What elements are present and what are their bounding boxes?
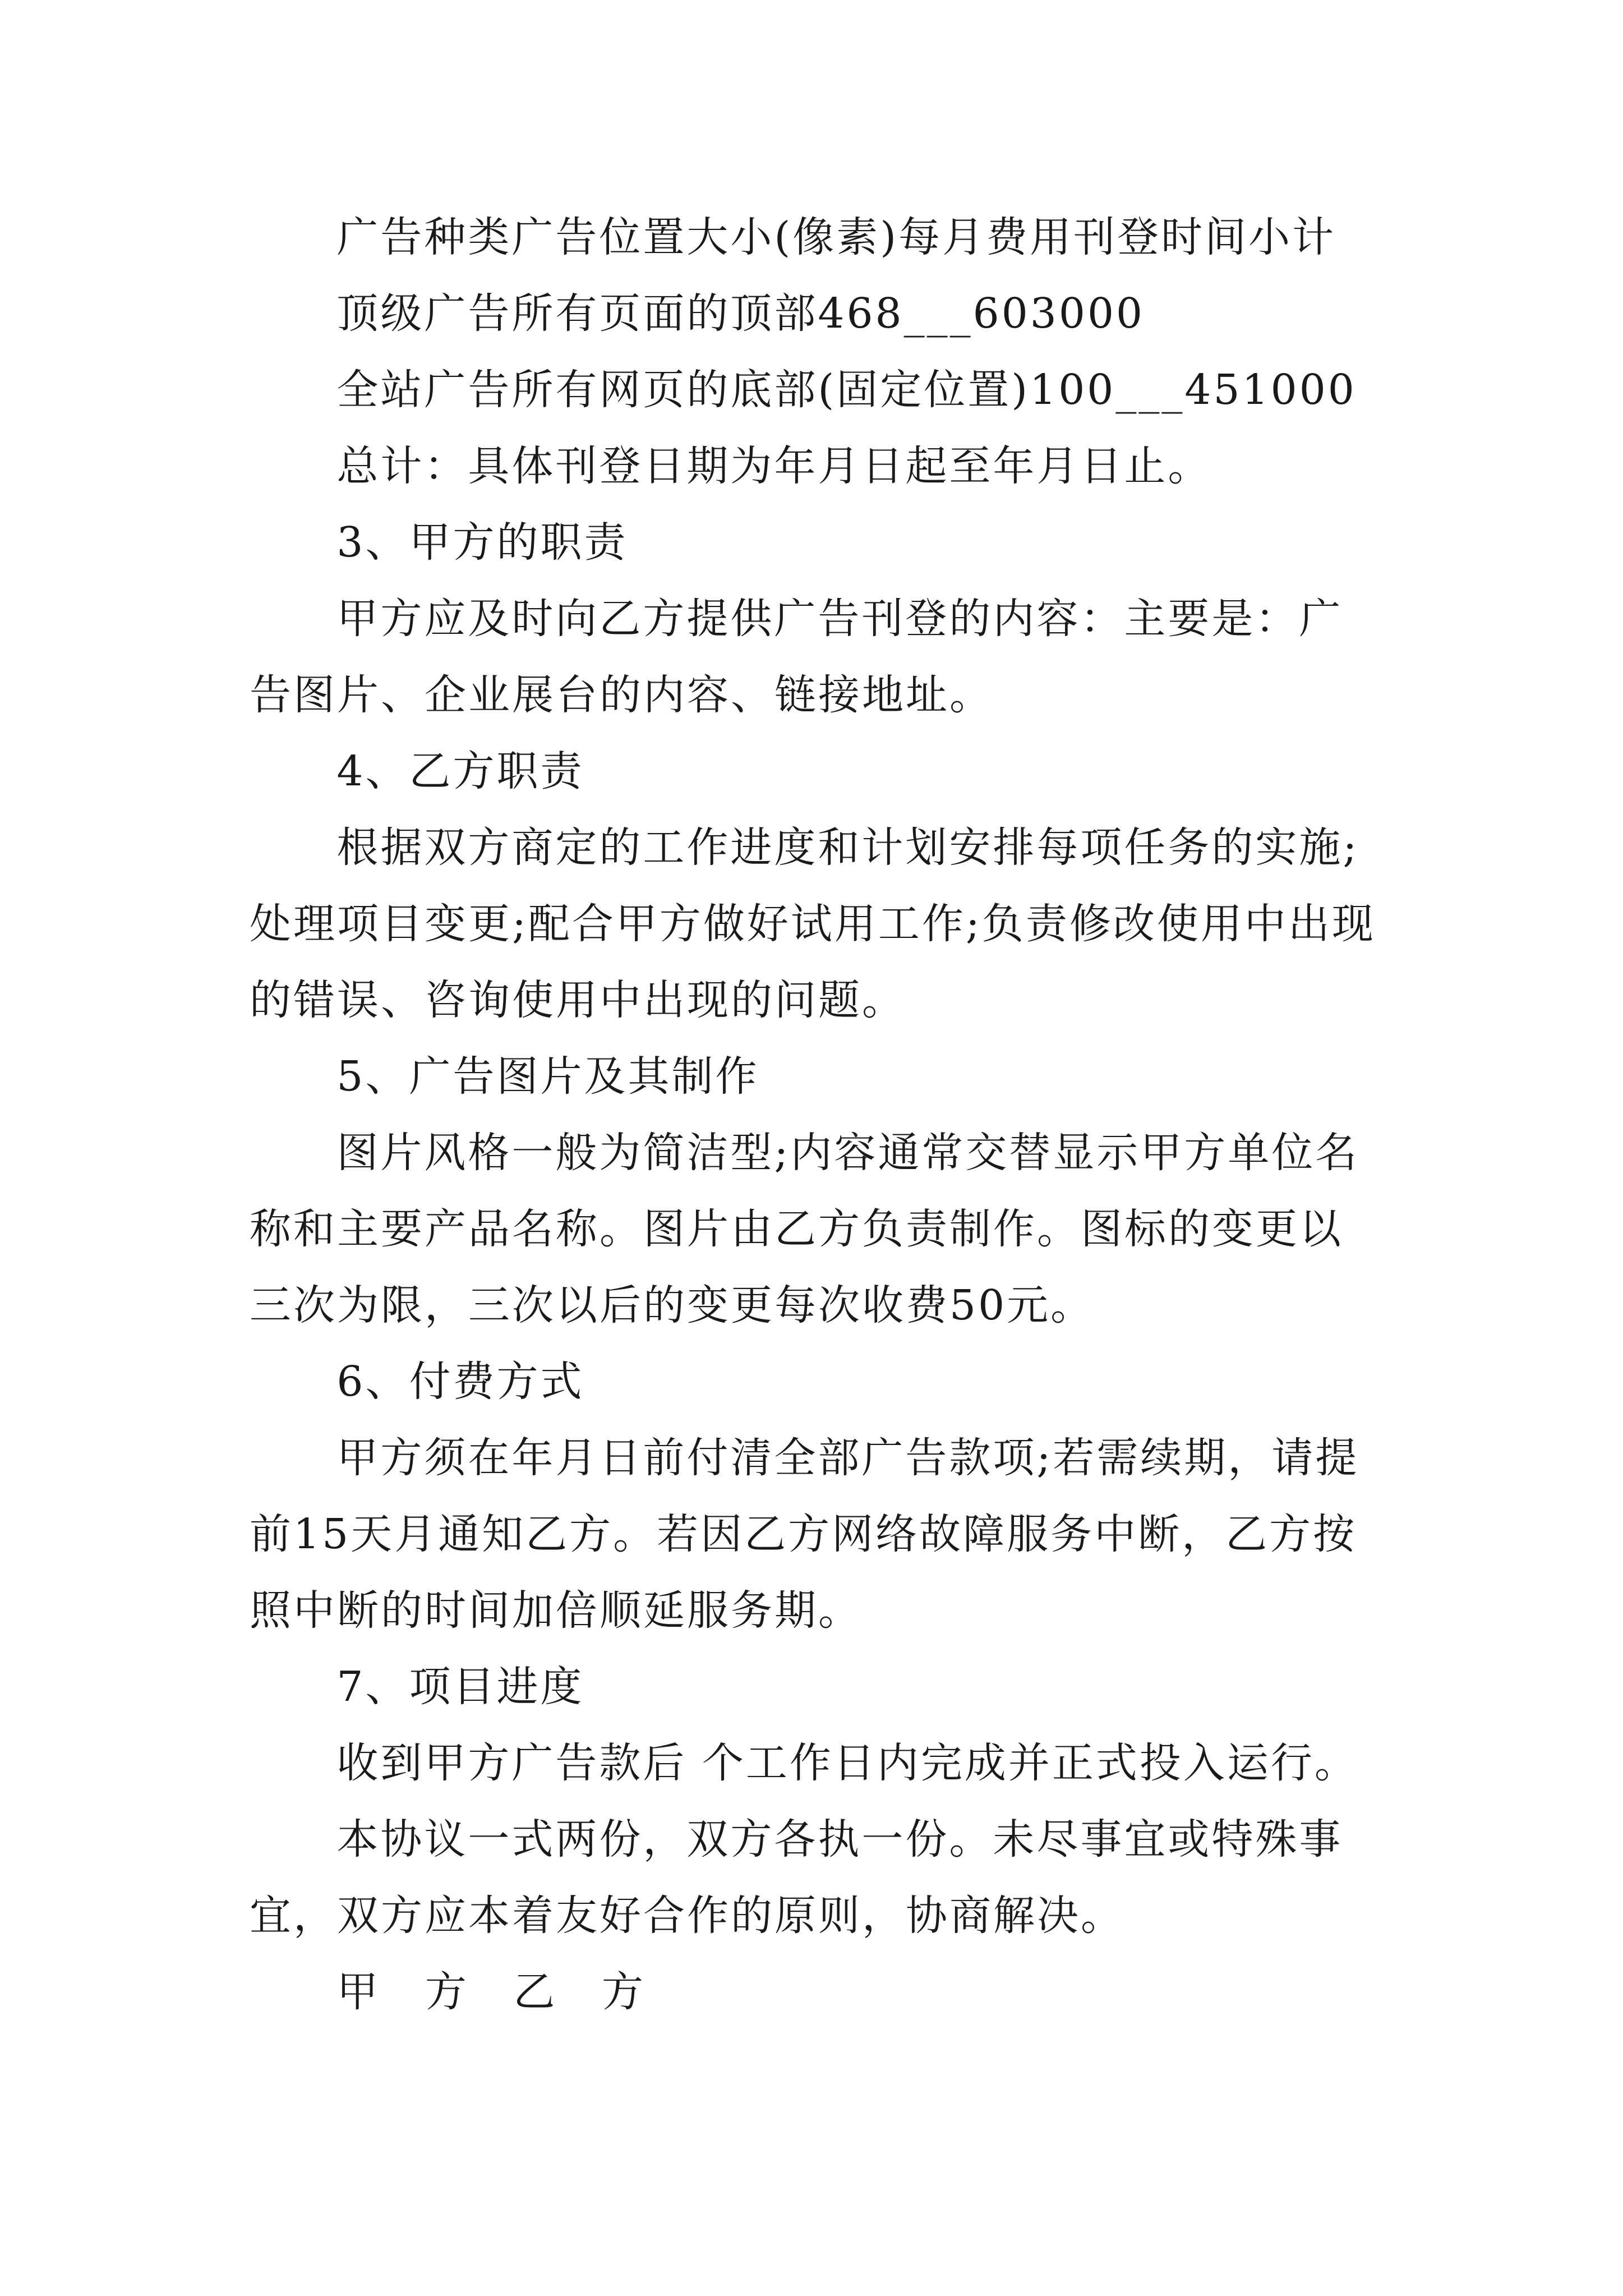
ad-table-row-site: 全站广告所有网页的底部(固定位置)100___451000 [336,366,1357,414]
document-body [250,199,1382,2030]
section-5-heading: 5、广告图片及其制作 [336,1052,759,1101]
section-7-heading: 7、项目进度 [336,1663,584,1711]
ad-table-header: 广告种类广告位置大小(像素)每月费用刊登时间小计 [336,213,1336,261]
ad-table-row-top: 顶级广告所有页面的顶部468___603000 [336,289,1145,338]
section-5-body: 图片风格一般为简洁型;内容通常交替显示甲方单位名称和主要产品名称。图片由乙方负责制作。图标的变更以三次为限，三次以后的变更每次收费50元。 [250,1129,1359,1329]
signature-line: 甲 方 乙 方 [336,1968,660,2016]
total-line: 总计：具体刊登日期为年月日起至年月日止。 [336,442,1212,490]
section-6-body: 甲方须在年月日前付清全部广告款项;若需续期，请提前15天月通知乙方。若因乙方网络故障服务中断，乙方按照中断的时间加倍顺延服务期。 [250,1434,1359,1635]
section-3-body: 甲方应及时向乙方提供广告刊登的内容：主要是：广告图片、企业展台的内容、链接地址。 [250,595,1343,719]
section-6-heading: 6、付费方式 [336,1358,584,1406]
section-4-heading: 4、乙方职责 [336,747,584,795]
section-3-heading: 3、甲方的职责 [336,518,628,567]
section-4-body: 根据双方商定的工作进度和计划安排每项任务的实施;处理项目变更;配合甲方做好试用工作;负责修改使用中出现的错误、咨询使用中出现的问题。 [250,823,1376,1024]
section-7-body: 收到甲方广告款后 个工作日内完成并正式投入运行。 [336,1739,1358,1787]
closing-paragraph: 本协议一式两份，双方各执一份。未尽事宜或特殊事宜，双方应本着友好合作的原则，协商解决。 [250,1815,1343,1940]
